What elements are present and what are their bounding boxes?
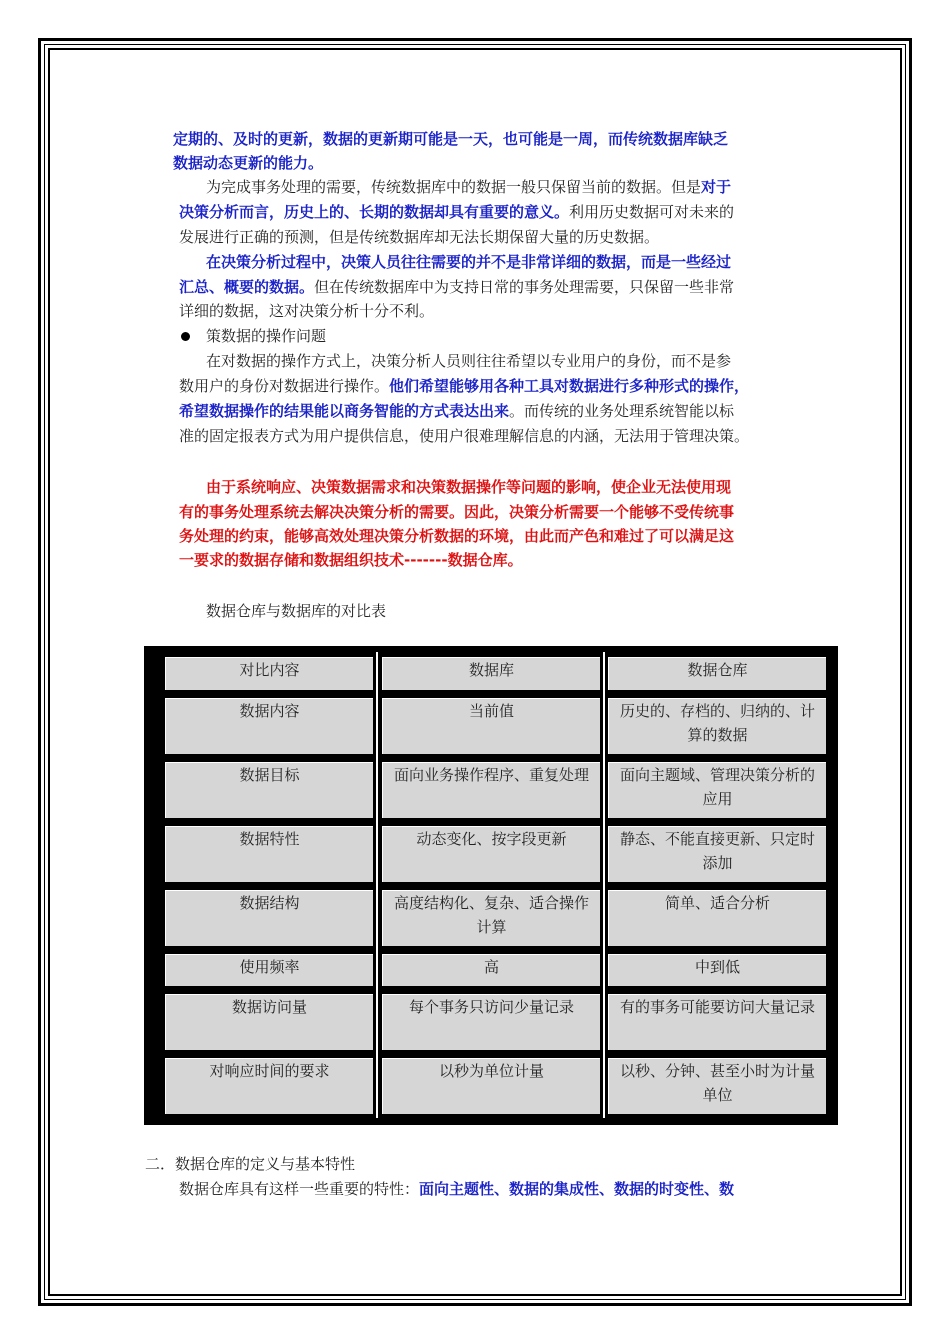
table-cell: 数据内容 bbox=[165, 698, 373, 754]
table-cell: 静态、不能直接更新、只定时添加 bbox=[608, 826, 826, 882]
paragraph-1-line-1: 定期的、及时的更新，数据的更新期可能是一天，也可能是一周，而传统数据库缺乏 bbox=[173, 130, 729, 148]
paragraph-5-line-2: 有的事务处理系统去解决决策分析的需要。因此，决策分析需要一个能够不受传统事 bbox=[179, 503, 735, 521]
bullet-item-heading: 策数据的操作问题 bbox=[206, 327, 327, 345]
paragraph-4-text: 数用户的身份对数据进行操作。 bbox=[179, 377, 390, 395]
paragraph-4-line-3 bbox=[179, 399, 734, 423]
paragraph-2-emphasis: 决策分析而言，历史上的、长期的数据却具有重要的意义。 bbox=[179, 203, 570, 221]
paragraph-2-line-1 bbox=[206, 175, 731, 199]
paragraph-2-line-3: 发展进行正确的预测，但是传统数据库却无法长期保留大量的历史数据。 bbox=[179, 228, 660, 246]
table-header-cell: 对比内容 bbox=[165, 657, 373, 690]
paragraph-3-line-1: 在决策分析过程中，决策人员往往需要的并不是非常详细的数据，而是一些经过 bbox=[206, 253, 732, 271]
paragraph-4-line-1: 在对数据的操作方式上，决策分析人员则往往希望以专业用户的身份，而不是参 bbox=[206, 352, 732, 370]
table-cell: 面向业务操作程序、重复处理 bbox=[382, 762, 600, 818]
paragraph-4-line-2 bbox=[179, 374, 749, 398]
table-cell: 以秒为单位计量 bbox=[382, 1058, 600, 1114]
table-column-separator bbox=[376, 652, 378, 1118]
final-paragraph-emphasis: 面向主题性、数据的集成性、数据的时变性、数 bbox=[419, 1180, 735, 1198]
paragraph-4-emphasis: 他们希望能够用各种工具对数据进行多种形式的操作， bbox=[389, 377, 750, 395]
paragraph-4-text: 。而传统的业务处理系统智能以标 bbox=[509, 402, 735, 420]
table-cell: 每个事务只访问少量记录 bbox=[382, 994, 600, 1050]
table-cell: 中到低 bbox=[608, 954, 826, 986]
table-cell: 数据访问量 bbox=[165, 994, 373, 1050]
bullet-dot-icon bbox=[181, 332, 190, 341]
table-column-separator bbox=[603, 652, 605, 1118]
table-cell: 动态变化、按字段更新 bbox=[382, 826, 600, 882]
paragraph-5-line-3: 务处理的约束，能够高效处理决策分析数据的环境，由此而产色和难过了可以满足这 bbox=[179, 527, 735, 545]
paragraph-5-line-1: 由于系统响应、决策数据需求和决策数据操作等问题的影响，使企业无法使用现 bbox=[206, 478, 732, 496]
paragraph-2-text: 利用历史数据可对未来的 bbox=[569, 203, 735, 221]
table-cell: 数据特性 bbox=[165, 826, 373, 882]
section-title: 二．数据仓库的定义与基本特性 bbox=[145, 1155, 356, 1173]
paragraph-4-emphasis: 希望数据操作的结果能以商务智能的方式表达出来 bbox=[179, 402, 510, 420]
table-caption: 数据仓库与数据库的对比表 bbox=[206, 602, 387, 620]
paragraph-3-emphasis: 汇总、概要的数据。 bbox=[179, 278, 315, 296]
table-cell: 对响应时间的要求 bbox=[165, 1058, 373, 1114]
paragraph-3-text: 但在传统数据库中为支持日常的事务处理需要，只保留一些非常 bbox=[314, 278, 735, 296]
table-cell: 历史的、存档的、归纳的、计算的数据 bbox=[608, 698, 826, 754]
table-cell: 有的事务可能要访问大量记录 bbox=[608, 994, 826, 1050]
table-cell: 高 bbox=[382, 954, 600, 986]
table-cell: 以秒、分钟、甚至小时为计量单位 bbox=[608, 1058, 826, 1114]
paragraph-4-line-4: 准的固定报表方式为用户提供信息，使用户很难理解信息的内涵，无法用于管理决策。 bbox=[179, 427, 750, 445]
table-cell: 简单、适合分析 bbox=[608, 890, 826, 946]
paragraph-2-text: 为完成事务处理的需要，传统数据库中的数据一般只保留当前的数据。但是 bbox=[206, 178, 702, 196]
paragraph-3-line-3: 详细的数据，这对决策分析十分不利。 bbox=[179, 302, 435, 320]
paragraph-1-line-2: 数据动态更新的能力。 bbox=[173, 154, 324, 172]
table-cell: 数据目标 bbox=[165, 762, 373, 818]
paragraph-5-line-4: 一要求的数据存储和数据组织技术-------数据仓库。 bbox=[179, 551, 523, 569]
final-paragraph-text: 数据仓库具有这样一些重要的特性： bbox=[179, 1180, 420, 1198]
table-header-cell: 数据仓库 bbox=[608, 657, 826, 690]
table-cell: 高度结构化、复杂、适合操作计算 bbox=[382, 890, 600, 946]
paragraph-2-line-2 bbox=[179, 200, 734, 224]
table-header-cell: 数据库 bbox=[382, 657, 600, 690]
paragraph-2-emphasis: 对于 bbox=[701, 178, 732, 196]
final-paragraph-line bbox=[179, 1177, 734, 1201]
table-cell: 数据结构 bbox=[165, 890, 373, 946]
table-cell: 使用频率 bbox=[165, 954, 373, 986]
comparison-table bbox=[144, 646, 838, 1125]
table-cell: 面向主题域、管理决策分析的应用 bbox=[608, 762, 826, 818]
paragraph-3-line-2 bbox=[179, 275, 734, 299]
table-cell: 当前值 bbox=[382, 698, 600, 754]
